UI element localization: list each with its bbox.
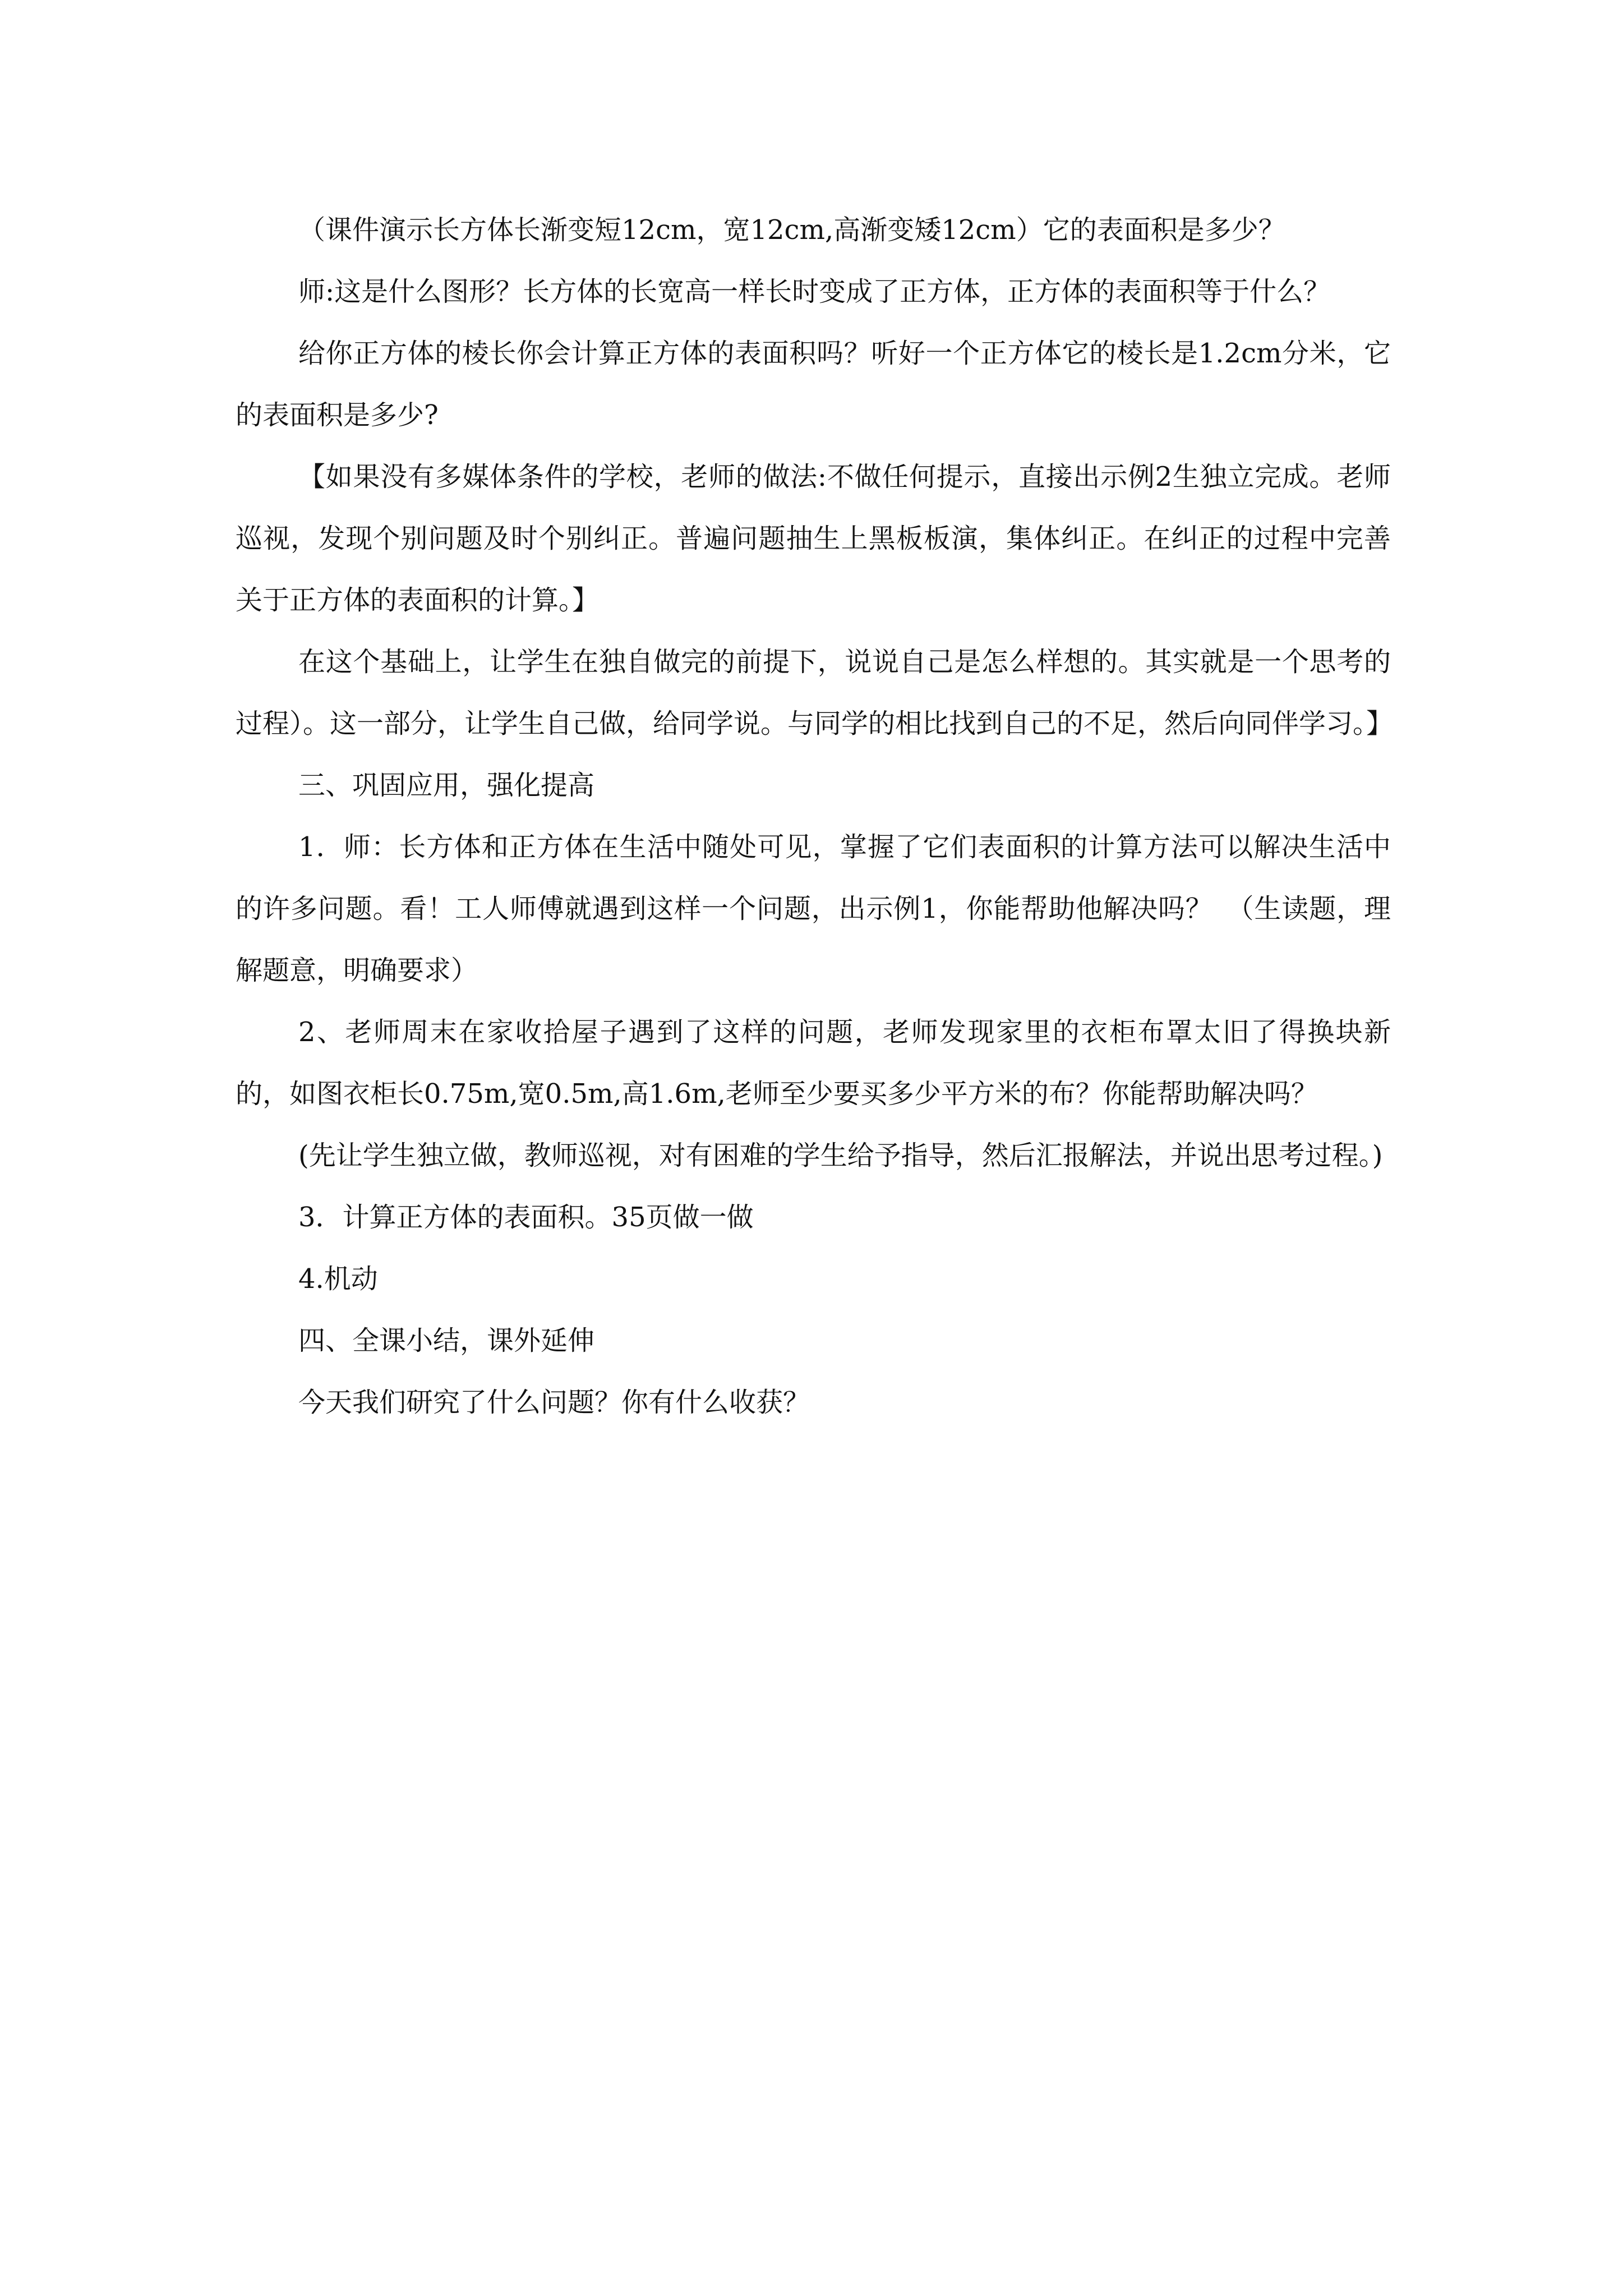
- paragraph-closing-question: 今天我们研究了什么问题？你有什么收获？: [298, 1387, 810, 1418]
- paragraph-item-4: 4.机动: [298, 1263, 378, 1295]
- paragraph-teacher-question: 师:这是什么图形？长方体的长宽高一样长时变成了正方体，正方体的表面积等于什么？: [298, 276, 1331, 307]
- section-heading-consolidate: 三、巩固应用，强化提高: [298, 770, 595, 801]
- paragraph-item-2: 2、老师周末在家收拾屋子遇到了这样的问题，老师发现家里的衣柜布罩太旧了得换块新的，如图衣柜长0.75m,宽0.5m,高1.6m,老师至少要买多少平方米的布？你能帮助解决吗？: [236, 1016, 1391, 1110]
- paragraph-thinking-process: 在这个基础上，让学生在独自做完的前提下，说说自己是怎么样想的。其实就是一个思考的过程）。这一部分，让学生自己做，给同学说。与同学的相比找到自己的不足，然后向同伴学习。】: [236, 646, 1394, 739]
- paragraph-item-1: 1．师：长方体和正方体在生活中随处可见，掌握了它们表面积的计算方法可以解决生活中的许多问题。看！工人师傅就遇到这样一个问题，出示例1，你能帮助他解决吗？ （生读题，理解题意，明确要求）: [236, 831, 1391, 986]
- paragraph-cube-edge: 给你正方体的棱长你会计算正方体的表面积吗？听好一个正方体它的棱长是1.2cm分米，它的表面积是多少?: [236, 338, 1391, 431]
- document-body: [236, 199, 1394, 1433]
- paragraph-item-3: 3．计算正方体的表面积。35页做一做: [298, 1202, 754, 1233]
- section-heading-summary: 四、全课小结，课外延伸: [298, 1325, 595, 1356]
- paragraph-no-multimedia-note: 【如果没有多媒体条件的学校，老师的做法:不做任何提示，直接出示例2生独立完成。老师巡视，发现个别问题及时个别纠正。普遍问题抽生上黑板板演，集体纠正。在纠正的过程中完善关于正方体的表面积的计算。】: [236, 461, 1391, 616]
- paragraph-courseware-demo: （课件演示长方体长渐变短12cm，宽12cm,高渐变矮12cm）它的表面积是多少？: [298, 214, 1285, 246]
- paragraph-guidance-note: (先让学生独立做，教师巡视，对有困难的学生给予指导，然后汇报解法，并说出思考过程。): [298, 1140, 1383, 1171]
